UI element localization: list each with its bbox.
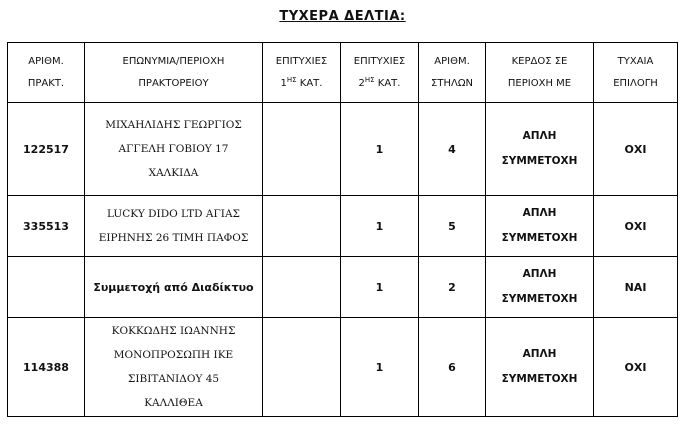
header-random-pick: ΤΥΧΑΙΑ ΕΠΙΛΟΓΗ [594,43,678,103]
lucky-tickets-table [7,42,678,417]
cell-columns-no: 6 [419,318,486,417]
cell-wins-cat1 [263,196,341,257]
cell-name-area: ΚΟΚΚΩΔΗΣ ΙΩΑΝΝΗΣ ΜΟΝΟΠΡΟΣΩΠΗ ΙΚΕ ΣΙΒΙΤΑΝΙΔΟΥ 45 ΚΑΛΛΙΘΕΑ [85,318,263,417]
header-name-area: ΕΠΩΝΥΜΙΑ/ΠΕΡΙΟΧΗ ΠΡΑΚΤΟΡΕΙΟΥ [85,43,263,103]
cell-wins-cat2: 1 [341,318,419,417]
cell-columns-no: 2 [419,257,486,318]
cell-profit-area: ΑΠΛΗ ΣΥΜΜΕΤΟΧΗ [486,257,594,318]
cell-wins-cat1 [263,103,341,196]
cell-wins-cat1 [263,257,341,318]
cell-random-pick: ΟΧΙ [594,103,678,196]
table-row [8,318,678,417]
cell-wins-cat1 [263,318,341,417]
cell-name-area: Συμμετοχή από Διαδίκτυο [85,257,263,318]
cell-agency-no: 114388 [8,318,85,417]
table-row [8,257,678,318]
cell-agency-no: 122517 [8,103,85,196]
cell-wins-cat2: 1 [341,257,419,318]
cell-agency-no [8,257,85,318]
cell-random-pick: ΝΑΙ [594,257,678,318]
cell-random-pick: ΟΧΙ [594,318,678,417]
header-row [8,43,678,103]
header-agency-no: ΑΡΙΘΜ. ΠΡΑΚΤ. [8,43,85,103]
cell-wins-cat2: 1 [341,103,419,196]
cell-agency-no: 335513 [8,196,85,257]
header-profit-area: ΚΕΡΔΟΣ ΣΕ ΠΕΡΙΟΧΗ ΜΕ [486,43,594,103]
cell-name-area: LUCKY DIDO LTD ΑΓΙΑΣ ΕΙΡΗΝΗΣ 26 ΤΙΜΗ ΠΑΦΟΣ [85,196,263,257]
header-wins-cat1: ΕΠΙΤΥΧΙΕΣ $1^{H\Sigma}$ ΚΑΤ. [263,43,341,103]
cell-columns-no: 5 [419,196,486,257]
cell-profit-area: ΑΠΛΗ ΣΥΜΜΕΤΟΧΗ [486,196,594,257]
cell-profit-area: ΑΠΛΗ ΣΥΜΜΕΤΟΧΗ [486,103,594,196]
page-title: ΤΥΧΕΡΑ ΔΕΛΤΙΑ: [279,9,406,24]
cell-profit-area: ΑΠΛΗ ΣΥΜΜΕΤΟΧΗ [486,318,594,417]
header-wins-cat2: ΕΠΙΤΥΧΙΕΣ $2^{H\Sigma}$ ΚΑΤ. [341,43,419,103]
cell-wins-cat2: 1 [341,196,419,257]
cell-columns-no: 4 [419,103,486,196]
cell-random-pick: ΟΧΙ [594,196,678,257]
table-row [8,196,678,257]
cell-name-area: ΜΙΧΑΗΛΙΔΗΣ ΓΕΩΡΓΙΟΣ ΑΓΓΕΛΗ ΓΟΒΙΟΥ 17 ΧΑΛΚΙΔΑ [85,103,263,196]
header-columns-no: ΑΡΙΘΜ. ΣΤΗΛΩΝ [419,43,486,103]
table-row [8,103,678,196]
